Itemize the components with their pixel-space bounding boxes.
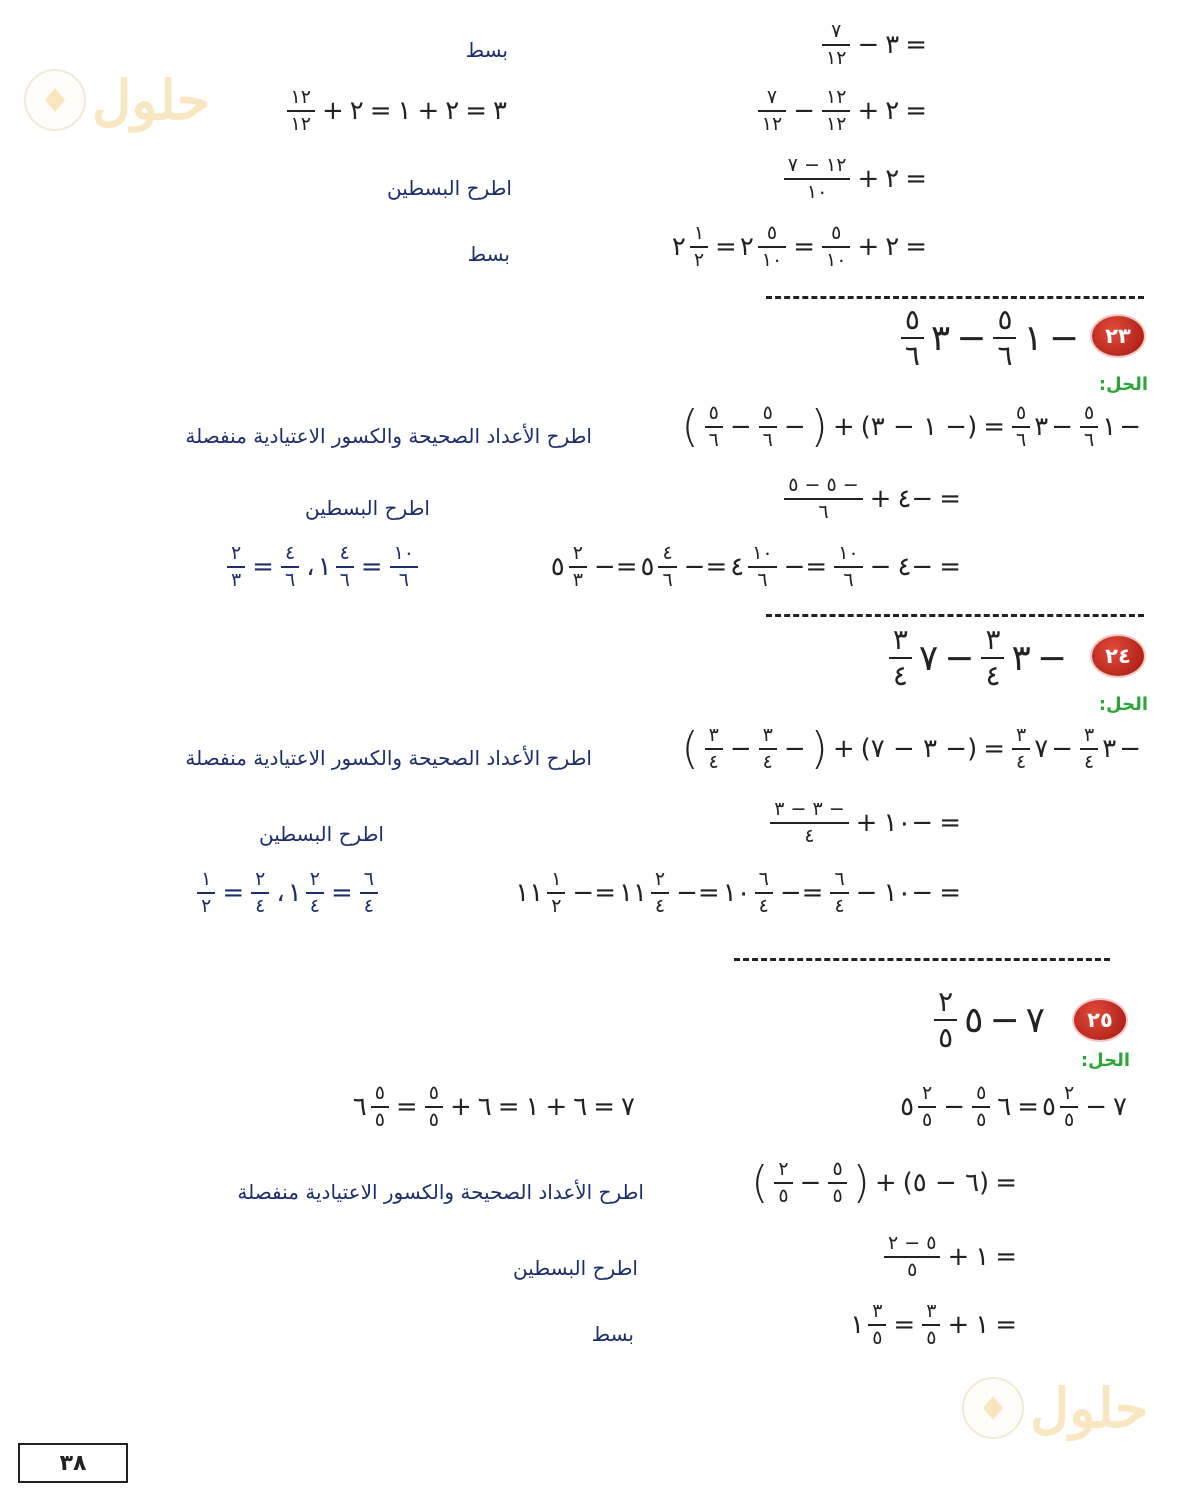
problem-24-step-3: = −١٠ − $\frac{٦}{٤}$ =− $\frac{٦}{٤}$ ١٠ =− $\frac{٢}{٤}$ ١١ =− $\frac{١}{٢}$ ١١ (515, 868, 961, 917)
problem-25-step-2: = (٦ − ٥) + ( $\frac{٥}{٥}$ − $\frac{٢}{٥}$ ) (751, 1157, 1017, 1208)
problem-25-step-3: = ١ + $\frac{٥ - ٢}{٥}$ (880, 1234, 1020, 1280)
problem-23-step-1: − ١ $\frac{٥}{٦}$ − ٣ $\frac{٥}{٦}$ = (− ١ − ٣) + ( − $\frac{٥}{٦}$ − $\frac{٥}{٦}$ ) (681, 401, 1141, 452)
note-subtract-numerators: اطرح البسطين (305, 496, 430, 520)
top-line-2-side: ٣ = ٢ + ١ = ٢ + $\frac{١٢}{١٢}$ (283, 88, 510, 134)
watermark-top-left (24, 68, 210, 132)
watermark-coin-icon (962, 1377, 1024, 1439)
problem-23-step-2: = −٤ + $\frac{- ٥ - ٥}{٦}$ (780, 476, 964, 522)
solution-label: الحل: (1098, 694, 1148, 715)
watermark-bottom-right (962, 1376, 1148, 1440)
separator (766, 296, 1144, 299)
problem-24-step-1: − ٣ $\frac{٣}{٤}$ − ٧ $\frac{٣}{٤}$ = (− ٣ − ٧) + ( − $\frac{٣}{٤}$ − $\frac{٣}{٤}$ ) (681, 723, 1141, 774)
problem-25-side-work: ٧ = ٦ + ١ = ٦ + $\frac{٥}{٥}$ = $\frac{٥}{٥}$ ٦ (352, 1082, 635, 1131)
problem-badge-24: ٢٤ (1092, 636, 1144, 676)
top-line-4: = ٢ + $\frac{٥}{١٠}$ = $\frac{٥}{١٠}$ ٢ = $\frac{١}{٢}$ ٢ (671, 222, 927, 271)
note-subtract-numerators: اطرح البسطين (513, 1256, 638, 1280)
problem-23-side-work: $\frac{١٠}{٦}$ = $\frac{٤}{٦}$ ١ ، $\frac{٤}{٦}$ = $\frac{٢}{٣}$ (223, 544, 422, 590)
note-subtract-numerators: اطرح البسطين (259, 822, 384, 846)
note-subtract-numerators: اطرح البسطين (387, 176, 512, 200)
note-subtract-separately: اطرح الأعداد الصحيحة والكسور الاعتيادية منفصلة (237, 1180, 644, 1204)
top-line-2: = ٢ + $\frac{١٢}{١٢}$ − $\frac{٧}{١٢}$ (754, 88, 930, 134)
note-simplify: بسط (467, 242, 510, 266)
problem-23-step-3: = −٤ − $\frac{١٠}{٦}$ =− $\frac{١٠}{٦}$ ٤ =− $\frac{٤}{٦}$ ٥ =− $\frac{٢}{٣}$ ٥ (550, 542, 961, 591)
separator (766, 614, 1144, 617)
problem-badge-25: ٢٥ (1074, 1000, 1126, 1040)
page-number: ٣٨ (18, 1443, 128, 1483)
problem-24-side-work: $\frac{٦}{٤}$ = $\frac{٢}{٤}$ ١ ، $\frac{٢}{٤}$ = $\frac{١}{٢}$ (193, 870, 382, 916)
separator (734, 958, 1110, 961)
problem-24-step-2: = −١٠ + $\frac{- ٣ - ٣}{٤}$ (766, 800, 964, 846)
problem-23-statement: − ١ $\frac{٥}{٦}$ − ٣ $\frac{٥}{٦}$ (897, 306, 1082, 370)
problem-badge-23: ٢٣ (1092, 316, 1144, 356)
problem-24-statement: − ٣ $\frac{٣}{٤}$ − ٧ $\frac{٣}{٤}$ (885, 626, 1070, 690)
solution-label: الحل: (1098, 374, 1148, 395)
note-subtract-separately: اطرح الأعداد الصحيحة والكسور الاعتيادية منفصلة (185, 746, 592, 770)
problem-25-step-1: ٧ − $\frac{٢}{٥}$ ٥ = ٦ $\frac{٥}{٥}$ − $\frac{٢}{٥}$ ٥ (900, 1082, 1127, 1131)
watermark-logo: حلول (92, 68, 211, 132)
watermark-logo: حلول (1030, 1376, 1149, 1440)
problem-25-statement: ٧ − ٥ $\frac{٢}{٥}$ (930, 988, 1048, 1052)
note-simplify: بسط (465, 38, 508, 62)
note-simplify: بسط (591, 1322, 634, 1346)
solution-label: الحل: (1080, 1050, 1130, 1071)
top-line-1: = ٣ − $\frac{٧}{١٢}$ (818, 22, 930, 68)
problem-25-step-4: = ١ + $\frac{٣}{٥}$ = $\frac{٣}{٥}$ ١ (850, 1300, 1017, 1349)
top-line-3: = ٢ + $\frac{١٢ - ٧}{١٠}$ (780, 156, 930, 202)
note-subtract-separately: اطرح الأعداد الصحيحة والكسور الاعتيادية منفصلة (185, 424, 592, 448)
watermark-coin-icon (24, 69, 86, 131)
